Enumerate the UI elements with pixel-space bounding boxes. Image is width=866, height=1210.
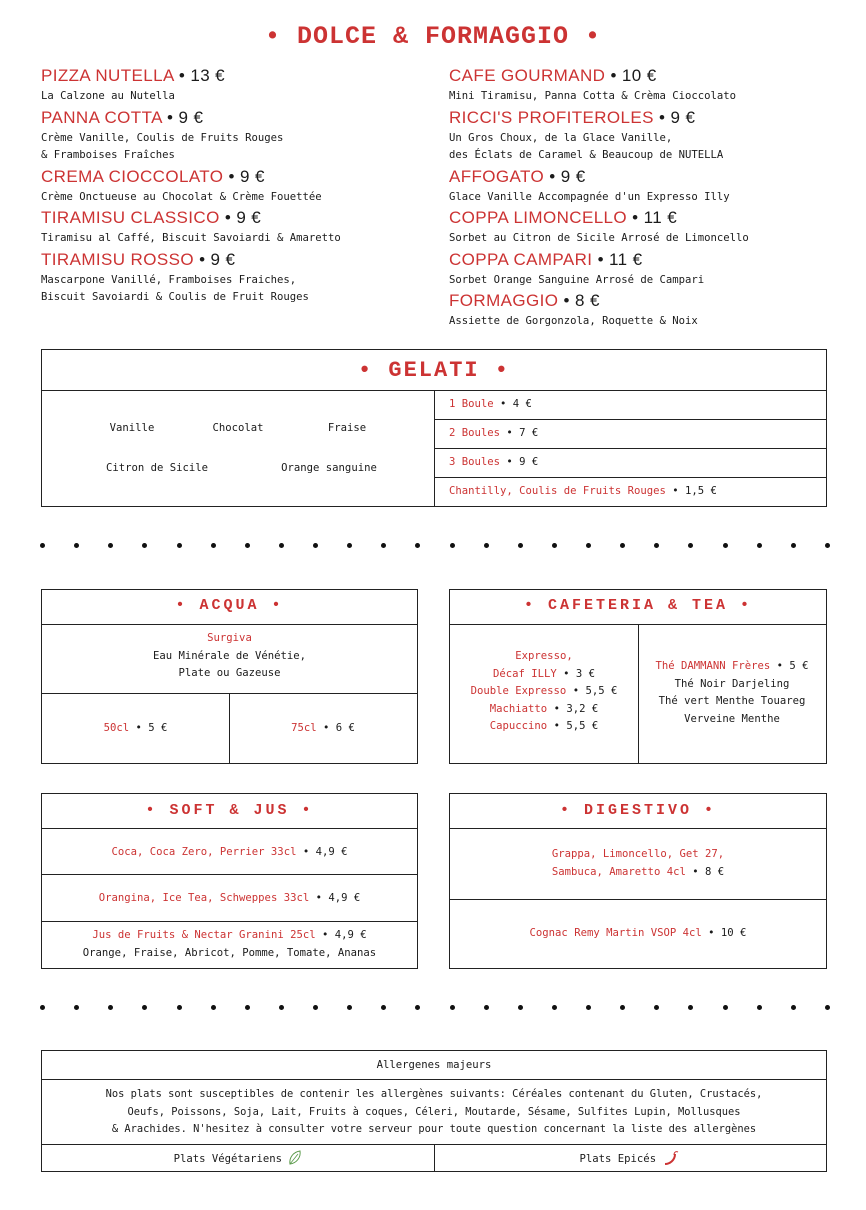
- dessert-name: AFFOGATO: [449, 166, 545, 186]
- size-label: 50cl: [103, 722, 130, 734]
- dessert-description: Mini Tiramisu, Panna Cotta & Crèma Cioccolato: [449, 90, 737, 102]
- dessert-price: • 11 €: [632, 208, 678, 227]
- soft-row: Jus de Fruits & Nectar Granini 25cl • 4,9 €: [92, 929, 367, 941]
- dessert-name: TIRAMISU ROSSO: [41, 249, 194, 269]
- size-price: • 5 €: [135, 722, 168, 734]
- gelati-price-row: [449, 454, 538, 472]
- price-value: • 1,5 €: [672, 485, 717, 497]
- tea-item: Thé vert Menthe Touareg: [658, 695, 806, 707]
- page-title: • DOLCE & FORMAGGIO •: [264, 22, 602, 51]
- dessert-name: PANNA COTTA: [41, 107, 162, 127]
- price-label: 2 Boules: [449, 427, 501, 439]
- desserts-right-column: [449, 64, 849, 331]
- dessert-name: COPPA LIMONCELLO: [449, 208, 628, 227]
- size-label: 75cl: [291, 722, 317, 734]
- dessert-price: • 9 €: [549, 166, 586, 186]
- dessert-description: Sorbet Orange Sanguine Arrosé de Campari: [449, 273, 705, 286]
- dessert-item: [41, 248, 441, 307]
- digestivo-box: [449, 793, 827, 969]
- cafeteria-title: • CAFETERIA & TEA •: [523, 597, 753, 614]
- coffee-item: Décaf ILLY • 3 €: [492, 667, 596, 680]
- dessert-name: PIZZA NUTELLA: [41, 66, 174, 85]
- dessert-name: FORMAGGIO: [449, 291, 559, 310]
- allergens-box: [41, 1050, 827, 1172]
- leaf-icon: [288, 1150, 302, 1166]
- gelati-price-row: [449, 425, 538, 443]
- dessert-description: Un Gros Choux, de la Glace Vanille, des Éclats de Caramel & Beaucoup de NUTELLA: [449, 131, 724, 161]
- dessert-item: [449, 165, 849, 207]
- dessert-item: [41, 165, 441, 207]
- acqua-size-50: [42, 720, 229, 738]
- gelati-title: • GELATI •: [357, 358, 511, 383]
- gelati-price-row: [449, 483, 717, 501]
- size-price: • 6 €: [323, 722, 355, 734]
- price-label: 3 Boules: [449, 456, 501, 468]
- soft-row: Orangina, Ice Tea, Schweppes 33cl • 4,9 €: [98, 892, 361, 904]
- dessert-name: TIRAMISU CLASSICO: [41, 208, 220, 227]
- gelati-box: [41, 349, 827, 507]
- dessert-name: CAFE GOURMAND: [449, 66, 606, 85]
- coffee-item: Expresso,: [515, 650, 573, 662]
- dessert-price: • 11 €: [597, 249, 643, 269]
- price-value: • 9 €: [506, 456, 539, 468]
- dessert-item: [449, 289, 849, 331]
- juice-flavors: Orange, Fraise, Abricot, Pomme, Tomate, Ananas: [82, 947, 377, 959]
- dessert-price: • 13 €: [178, 66, 226, 85]
- acqua-title: • ACQUA •: [175, 597, 284, 614]
- allergens-title: Allergenes majeurs: [376, 1059, 492, 1071]
- tea-item: Verveine Menthe: [684, 712, 780, 725]
- spicy-legend: Plats Epicés: [434, 1150, 826, 1169]
- price-value: • 7 €: [506, 427, 539, 439]
- flavor-vanille: Vanille: [109, 422, 155, 434]
- acqua-brand: Surgiva: [207, 632, 252, 644]
- dot-divider: [40, 543, 830, 551]
- dessert-description: Assiette de Gorgonzola, Roquette & Noix: [449, 315, 698, 327]
- digestivo-row: Grappa, Limoncello, Get 27, Sambuca, Amaretto 4cl • 8 €: [551, 848, 725, 878]
- soft-row: Coca, Coca Zero, Perrier 33cl • 4,9 €: [111, 846, 348, 858]
- dessert-price: • 8 €: [563, 291, 600, 310]
- flavor-orange: Orange sanguine: [281, 462, 377, 474]
- dessert-price: • 9 €: [224, 208, 262, 227]
- gelati-price-row: [449, 396, 532, 414]
- dessert-description: Crème Onctueuse au Chocolat & Crème Fouettée: [41, 190, 322, 203]
- price-label: Chantilly, Coulis de Fruits Rouges: [449, 485, 666, 497]
- desserts-left-column: [41, 64, 441, 307]
- tea-brand: Thé DAMMANN Frères: [655, 660, 771, 672]
- dessert-description: Tiramisu al Caffé, Biscuit Savoiardi & Amaretto: [41, 232, 341, 244]
- soft-title: • SOFT & JUS •: [145, 802, 314, 819]
- digestivo-row: Cognac Remy Martin VSOP 4cl • 10 €: [529, 927, 747, 939]
- dessert-price: • 10 €: [610, 66, 657, 85]
- dessert-price: • 9 €: [228, 166, 265, 186]
- dot-divider: [40, 1005, 830, 1013]
- acqua-size-75: [229, 720, 417, 738]
- cafeteria-box: [449, 589, 827, 764]
- dessert-description: La Calzone au Nutella: [41, 90, 175, 102]
- dessert-price: • 9 €: [199, 249, 236, 269]
- digestivo-title: • DIGESTIVO •: [559, 802, 717, 819]
- coffee-item: Double Expresso • 5,5 €: [470, 685, 618, 697]
- dessert-price: • 9 €: [167, 107, 204, 127]
- tea-price: • 5 €: [776, 660, 809, 672]
- chili-pepper-icon: [662, 1150, 680, 1166]
- dessert-item: [449, 248, 849, 290]
- vegetarian-legend: Plats Végétariens: [42, 1150, 434, 1169]
- flavor-citron: Citron de Sicile: [105, 462, 209, 474]
- coffee-item: Capuccino • 5,5 €: [489, 720, 599, 732]
- coffee-item: Machiatto • 3,2 €: [489, 702, 599, 715]
- allergens-text: Nos plats sont susceptibles de contenir les allergènes suivants: Céréales contenant du Gluten, Crustacés, Oeufs, Poissons, Soja, Lait, Fruits à coques, Céleri, Moutarde, Sésame, Sulfites Lupin, Mollusques & Arachides. N'hesitez à consulter votre serveur pour toute question concernant la liste des allergènes: [105, 1088, 763, 1135]
- dessert-description: Mascarpone Vanillé, Framboises Fraiches, Biscuit Savoiardi & Coulis de Fruit Rouges: [41, 273, 309, 303]
- acqua-box: [41, 589, 418, 764]
- tea-list: [638, 658, 826, 728]
- dessert-price: • 9 €: [659, 107, 696, 127]
- dessert-item: [449, 64, 849, 106]
- dessert-item: [41, 206, 441, 248]
- flavor-fraise: Fraise: [327, 422, 367, 434]
- dessert-description: Sorbet au Citron de Sicile Arrosé de Limoncello: [449, 232, 749, 244]
- tea-item: Thé Noir Darjeling: [674, 677, 790, 690]
- dessert-item: [41, 106, 441, 165]
- dessert-name: RICCI'S PROFITEROLES: [449, 107, 654, 127]
- dessert-item: [449, 206, 849, 248]
- dessert-name: COPPA CAMPARI: [449, 249, 593, 269]
- acqua-desc-1: Eau Minérale de Vénétie,: [152, 650, 307, 662]
- dessert-name: CREMA CIOCCOLATO: [41, 166, 224, 186]
- coffee-list: [450, 648, 638, 736]
- dessert-item: [449, 106, 849, 165]
- dessert-description: Glace Vanille Accompagnée d'un Expresso Illy: [449, 190, 730, 203]
- price-label: 1 Boule: [449, 398, 494, 410]
- price-value: • 4 €: [500, 398, 532, 410]
- dessert-item: [41, 64, 441, 106]
- flavor-chocolat: Chocolat: [212, 422, 264, 434]
- acqua-desc-2: Plate ou Gazeuse: [178, 667, 281, 679]
- soft-box: [41, 793, 418, 969]
- dessert-description: Crème Vanille, Coulis de Fruits Rouges & Framboises Fraîches: [41, 131, 284, 161]
